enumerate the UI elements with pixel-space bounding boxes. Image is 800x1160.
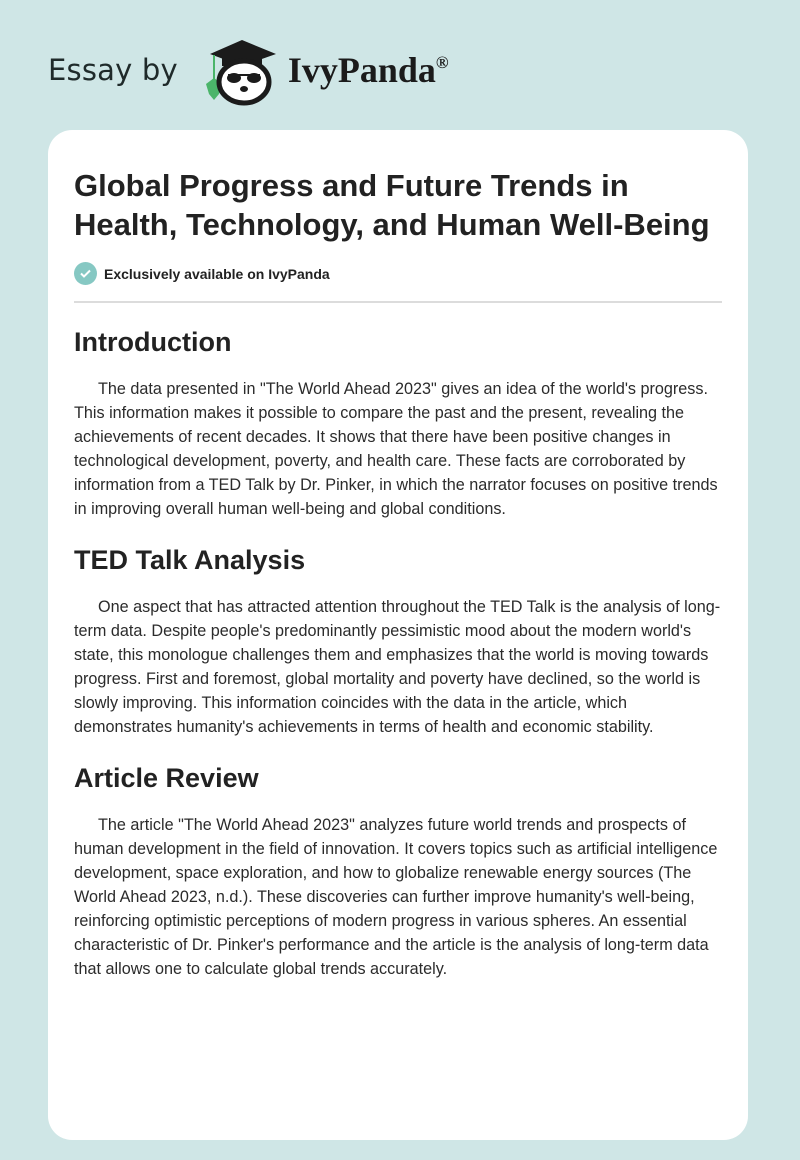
section-paragraph: The data presented in "The World Ahead 2023" gives an idea of the world's progress. This information makes it possible to compare the past and the present, revealing the achievements of recent decades. It shows that there have been positive changes in technological development, poverty, and health care. These facts are corroborated by information from a TED Talk by Dr. Pinker, in which the narrator focuses on positive trends in improving overall human well-being and global conditions. (74, 380, 718, 518)
ivypanda-logo[interactable] (198, 34, 449, 106)
panda-graduate-icon (198, 34, 284, 106)
section-paragraph: The article "The World Ahead 2023" analyzes future world trends and prospects of human development in the field of innovation. It covers topics such as artificial intelligence development, space exploration, and how to globalize renewable energy sources (The World Ahead 2023, n.d.). These discoveries can further improve humanity's well-being, reinforcing optimistic perceptions of modern progress in various spheres. An essential characteristic of Dr. Pinker's performance and the article is the analysis of long-term data that allows one to calculate global trends accurately. (74, 816, 718, 978)
brand-name (288, 49, 449, 91)
section-ted-talk-analysis (74, 543, 722, 739)
section-introduction (74, 325, 722, 521)
section-heading: TED Talk Analysis (74, 545, 306, 575)
divider (74, 301, 722, 303)
badge-label: Exclusively available on IvyPanda (104, 265, 330, 282)
brand-text: IvyPanda (287, 50, 436, 90)
exclusive-badge (74, 262, 722, 285)
section-paragraph: One aspect that has attracted attention throughout the TED Talk is the analysis of long-term data. Despite people's predominantly pessimistic mood about the modern world's state, this monologue challenges them and emphasizes that the world is moving towards progress. First and foremost, global mortality and poverty have declined, so the world is slowly improving. This information coincides with the data in the article, which demonstrates humanity's achievements in terms of health and economic stability. (74, 598, 721, 736)
essay-title: Global Progress and Future Trends in Health, Technology, and Human Well-Being (74, 168, 710, 242)
section-heading: Introduction (74, 327, 232, 357)
essay-by-label: Essay by (48, 53, 178, 87)
section-heading: Article Review (74, 763, 259, 793)
registered-mark: ® (435, 53, 449, 72)
site-header (48, 30, 449, 110)
section-article-review (74, 761, 722, 981)
essay-card (48, 130, 748, 1140)
check-circle-icon (74, 262, 97, 285)
